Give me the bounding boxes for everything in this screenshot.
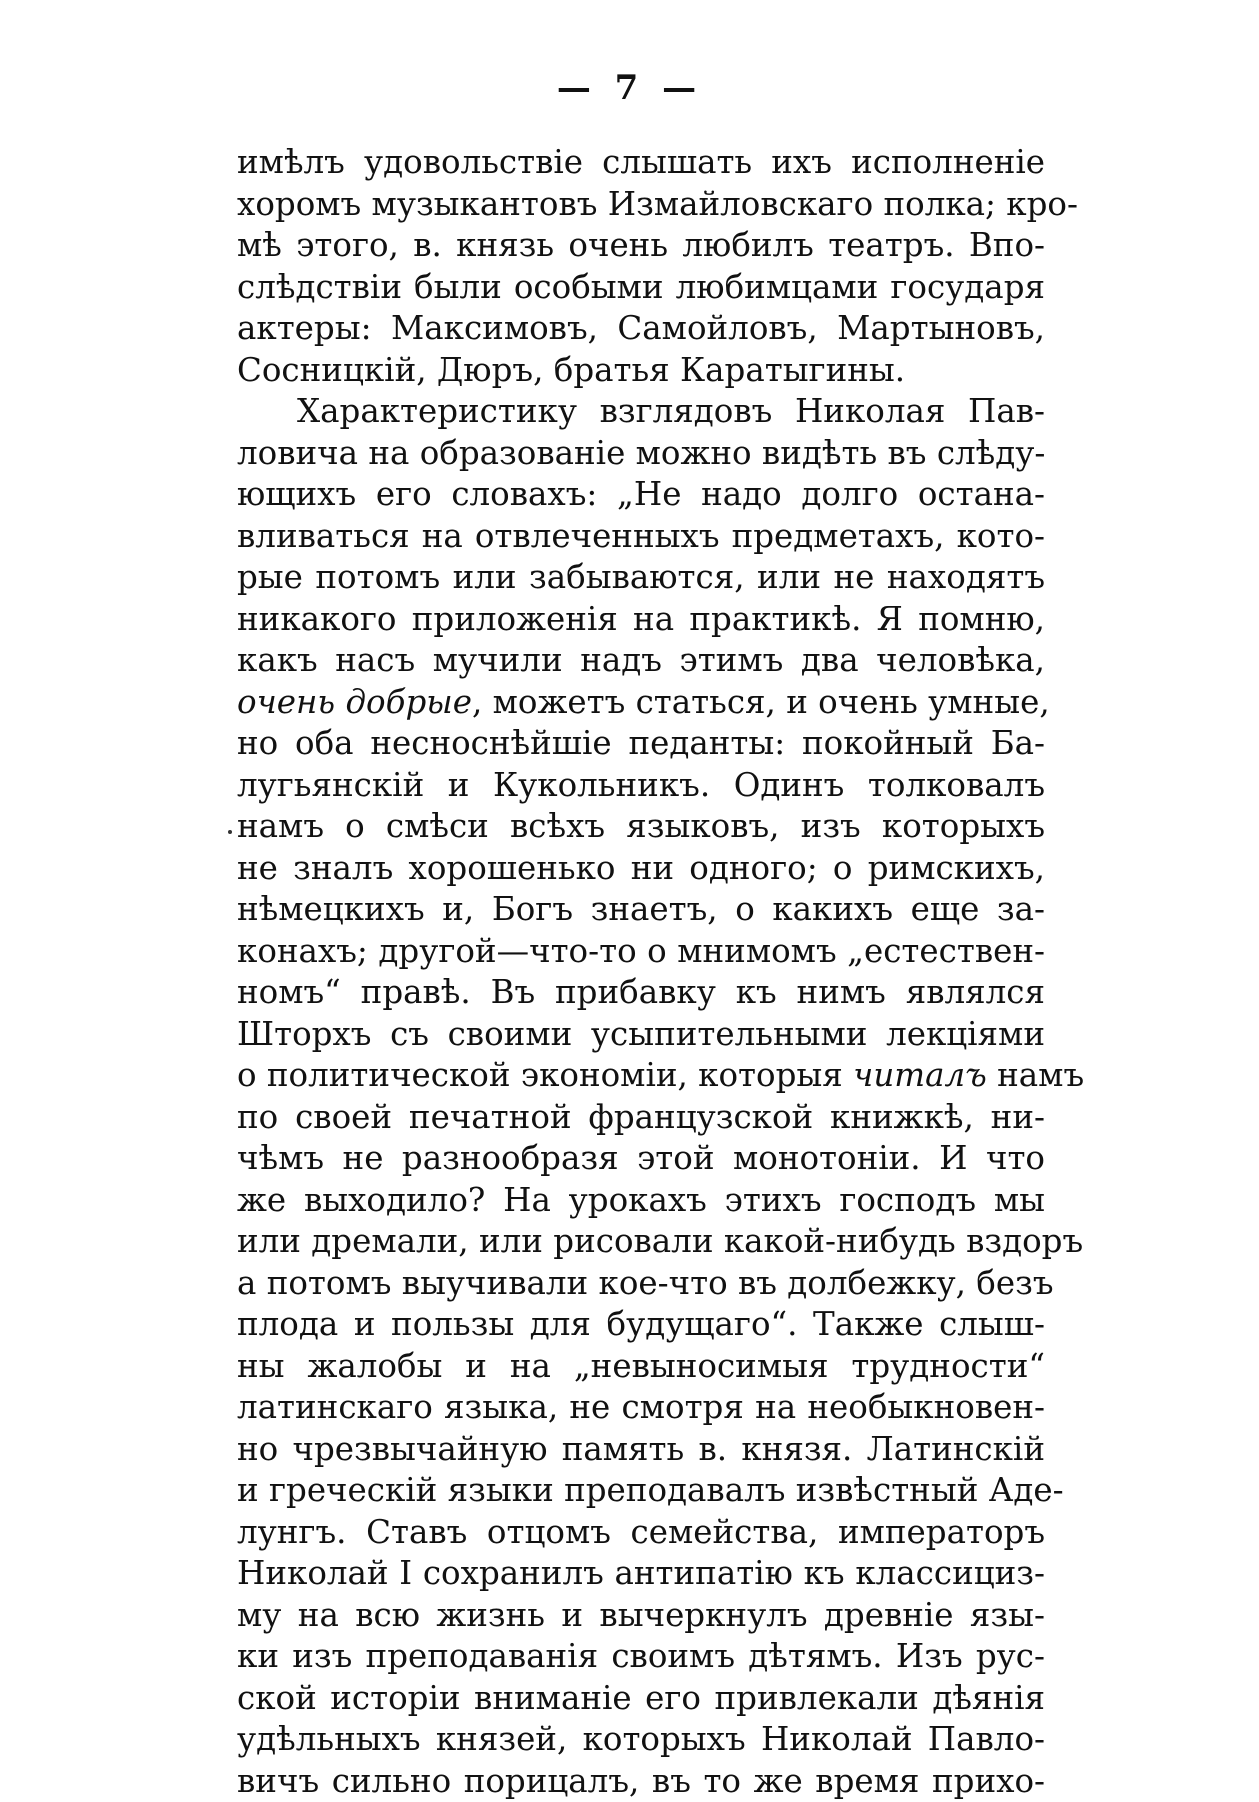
text-line: мѣ этого, в. князь очень любилъ театръ. Впо- [237,225,1045,267]
text-line: Характеристику взглядовъ Николая Пав- [237,391,1045,433]
margin-dot [228,830,232,834]
text-line: латинскаго языка, не смотря на необыкновен- [237,1387,1045,1429]
text-line: Сосницкій, Дюръ, братья Каратыгины. [237,350,1045,392]
page-number: — 7 — [0,68,1259,108]
text-line: ющихъ его словахъ: „Не надо долго останa- [237,474,1045,516]
text-line: но чрезвычайную память в. князя. Латинскій [237,1429,1045,1471]
text-line-with-italic [237,682,1045,724]
text-line: вливаться на отвлеченныхъ предметахъ, кото- [237,516,1045,558]
text-line: какъ насъ мучили надъ этимъ два человѣка, [237,640,1045,682]
text-line: удѣльныхъ князей, которыхъ Николай Павло- [237,1719,1045,1761]
text-fragment: , можетъ статься, и очень умные, [472,683,1050,721]
text-line: му на всю жизнь и вычеркнулъ древніе язы- [237,1595,1045,1637]
text-line: ской исторіи вниманіе его привлекали дѣянія [237,1678,1045,1720]
text-line: слѣдствіи были особыми любимцами государя [237,267,1045,309]
text-line: и греческій языки преподавалъ извѣстный Аде- [237,1470,1045,1512]
text-line: ловича на образованіе можно видѣть въ слѣду- [237,433,1045,475]
text-line: вичъ сильно порицалъ, въ то же время прихо- [237,1761,1045,1802]
text-fragment: о политической экономіи, которыя [237,1056,853,1094]
body-text [237,142,1045,1802]
text-line: хоромъ музыкантовъ Измайловскаго полка; кро- [237,184,1045,226]
text-line: ки изъ преподаванія своимъ дѣтямъ. Изъ рус- [237,1636,1045,1678]
text-line: рые потомъ или забываются, или не находятъ [237,557,1045,599]
text-line: лунгъ. Ставъ отцомъ семейства, императоръ [237,1512,1045,1554]
text-line: имѣлъ удовольствіе слышать ихъ исполненіе [237,142,1045,184]
text-line: никакого приложенія на практикѣ. Я помню, [237,599,1045,641]
text-line: не зналъ хорошенько ни одного; о римскихъ, [237,848,1045,890]
text-line: а потомъ выучивали кое-что въ долбежку, безъ [237,1263,1045,1305]
text-line: же выходило? На урокахъ этихъ господъ мы [237,1180,1045,1222]
text-line: Николай I сохранилъ антипатію къ классициз- [237,1553,1045,1595]
text-line: чѣмъ не разнообразя этой монотоніи. И что [237,1138,1045,1180]
text-line: Шторхъ съ своими усыпительными лекціями [237,1014,1045,1056]
text-line: нѣмецкихъ и, Богъ знаетъ, о какихъ еще за- [237,889,1045,931]
text-line: конахъ; другой—что-то о мнимомъ „естествен- [237,931,1045,973]
text-line: ны жалобы и на „невыносимыя трудности“ [237,1346,1045,1388]
text-line: актеры: Максимовъ, Самойловъ, Мартыновъ, [237,308,1045,350]
italic-phrase: читалъ [853,1056,987,1094]
text-fragment: намъ [987,1056,1084,1094]
text-line: номъ“ правѣ. Въ прибавку къ нимъ являлся [237,972,1045,1014]
text-line-with-italic [237,1055,1045,1097]
italic-phrase: очень добрые [237,683,472,721]
text-line: по своей печатной французской книжкѣ, ни- [237,1097,1045,1139]
text-line: намъ о смѣси всѣхъ языковъ, изъ которыхъ [237,806,1045,848]
text-line: или дремали, или рисовали какой-нибудь вздоръ [237,1221,1045,1263]
text-line: плода и пользы для будущаго“. Также слыш- [237,1304,1045,1346]
text-line: но оба несноснѣйшіе педанты: покойный Ба- [237,723,1045,765]
text-line: лугьянскій и Кукольникъ. Одинъ толковалъ [237,765,1045,807]
